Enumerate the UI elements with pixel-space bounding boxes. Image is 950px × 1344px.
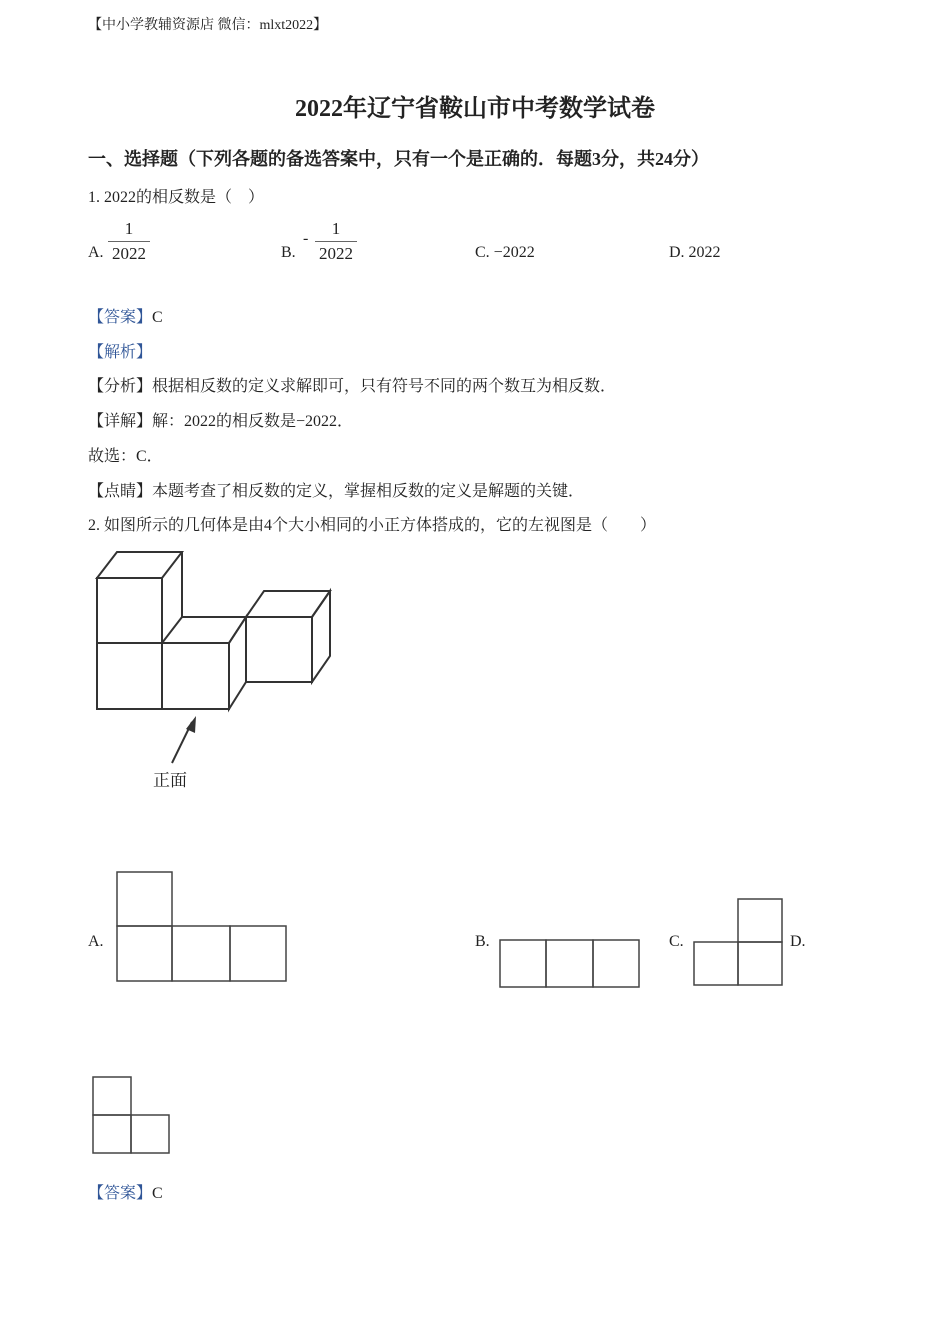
q2-option-a-label: A.	[88, 933, 104, 950]
dianjing-text: 本题考查了相反数的定义，掌握相反数的定义是解题的关键．	[152, 483, 585, 500]
answer-value: C	[152, 309, 163, 326]
fenxi-tag: 【分析】	[88, 378, 153, 395]
xiangjie-text: 解：2022的相反数是−2022．	[152, 413, 354, 430]
q1-option-b-sign: -	[303, 230, 309, 247]
cube-front-face	[162, 643, 229, 709]
option-a-square	[117, 872, 172, 926]
cube-front-face	[97, 643, 162, 709]
cube-top-face	[246, 591, 330, 617]
q1-option-c: C. −2022	[475, 244, 535, 261]
option-b-square	[593, 940, 639, 987]
xiangjie-tag: 【详解】	[88, 413, 153, 430]
q1-option-a-label: A.	[88, 244, 104, 261]
section-heading: 一、选择题（下列各题的备选答案中，只有一个是正确的．每题3分，共24分）	[88, 149, 709, 169]
option-c-square	[738, 899, 782, 942]
answer-tag: 【答案】	[88, 309, 153, 326]
option-a-square	[230, 926, 286, 981]
option-c-square	[694, 942, 738, 985]
q1-analysis-tag: 【解析】	[88, 344, 153, 361]
fraction-denominator: 2022	[112, 244, 146, 263]
option-d-square	[93, 1077, 131, 1115]
option-a-square	[172, 926, 230, 981]
header-watermark: 【中小学教辅资源店 微信：mlxt2022】	[88, 18, 328, 33]
q1-option-d: D. 2022	[669, 244, 721, 261]
cube-front-face	[97, 578, 162, 643]
option-b-square	[546, 940, 593, 987]
option-b-square	[500, 940, 546, 987]
cube-side-face	[312, 591, 330, 682]
q1-guxuan: 故选：C．	[88, 448, 163, 465]
front-label: 正面	[153, 771, 187, 790]
page-title: 2022年辽宁省鞍山市中考数学试卷	[295, 96, 655, 122]
answer-tag: 【答案】	[88, 1185, 153, 1202]
q2-option-b-label: B.	[475, 933, 490, 950]
cube-top-face	[162, 617, 246, 643]
q2-option-d-label: D.	[790, 933, 806, 950]
cube-top-face	[97, 552, 182, 578]
option-c-square	[738, 942, 782, 985]
answer-value: C	[152, 1185, 163, 1202]
q1-stem: 1. 2022的相反数是（ ）	[88, 189, 265, 206]
q2-option-c-label: C.	[669, 933, 684, 950]
dianjing-tag: 【点睛】	[88, 483, 153, 500]
option-d-square	[93, 1115, 131, 1153]
fenxi-text: 根据相反数的定义求解即可，只有符号不同的两个数互为相反数．	[152, 378, 617, 395]
option-d-square	[131, 1115, 169, 1153]
fraction-numerator: 1	[331, 219, 341, 238]
q1-option-b-label: B.	[281, 244, 296, 261]
cube-front-face	[246, 617, 312, 682]
fraction-numerator: 1	[124, 219, 134, 238]
q2-stem: 2. 如图所示的几何体是由4个大小相同的小正方体搭成的，它的左视图是（ ）	[88, 517, 657, 534]
cube-side-face	[229, 617, 246, 709]
q2-answer-line	[88, 1180, 163, 1203]
option-a-square	[117, 926, 172, 981]
fraction-denominator: 2022	[319, 244, 353, 263]
